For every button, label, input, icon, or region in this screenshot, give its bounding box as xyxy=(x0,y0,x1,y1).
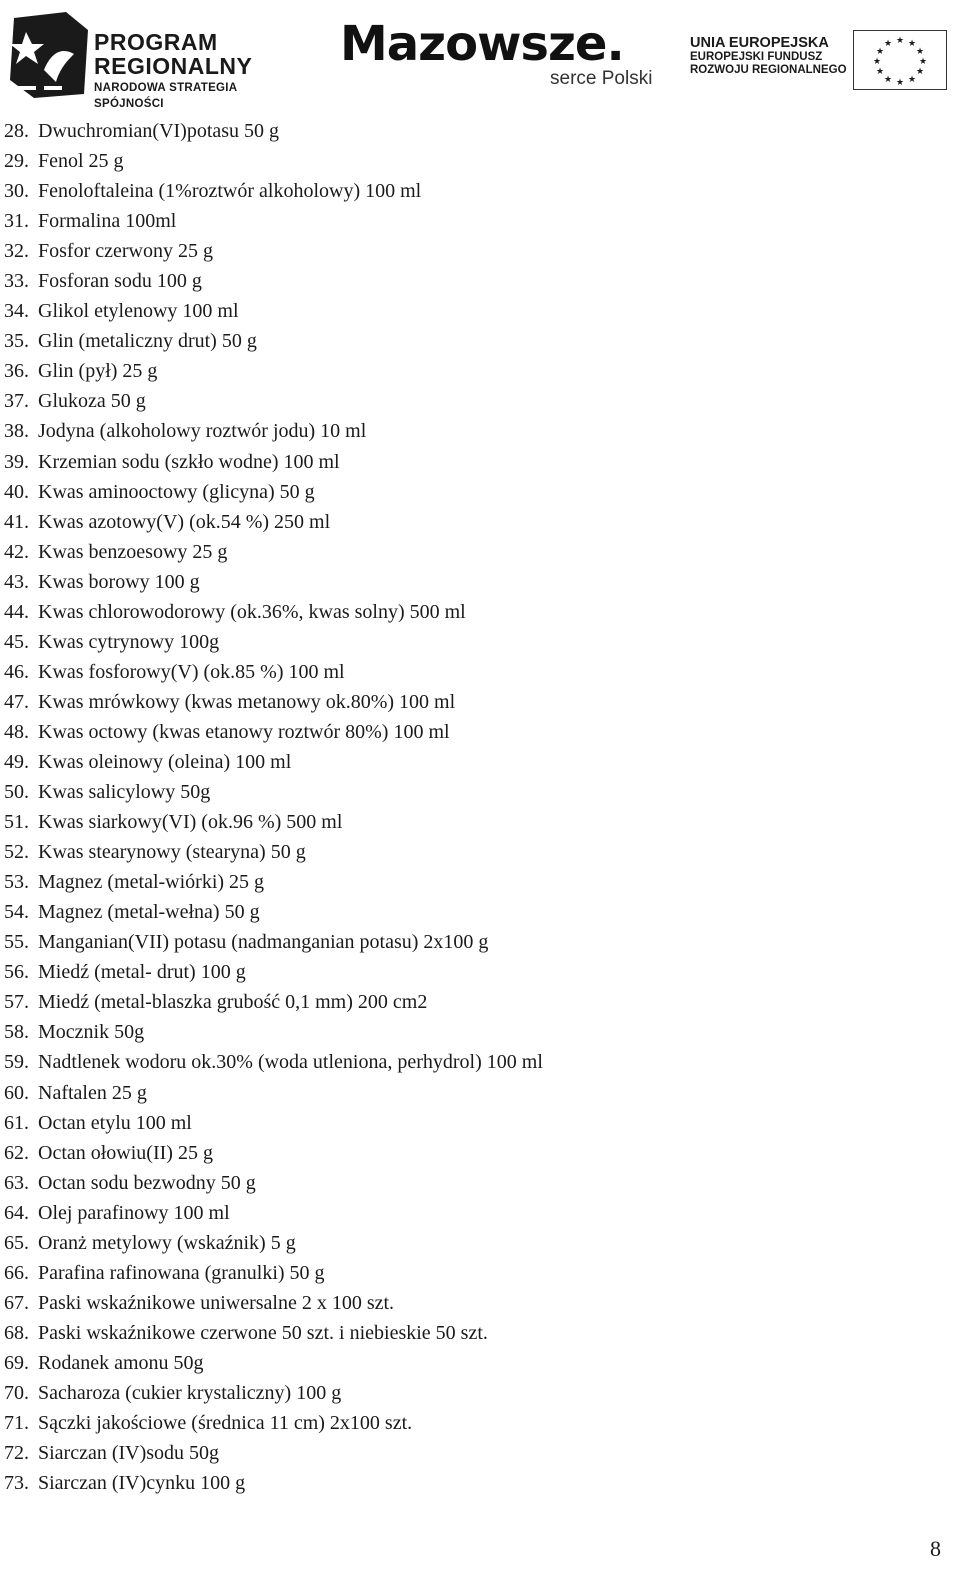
svg-text:★: ★ xyxy=(895,35,905,45)
list-item-number: 61. xyxy=(4,1111,29,1134)
list-item-number: 28. xyxy=(4,120,29,142)
list-item-text: Nadtlenek wodoru ok.30% (woda utleniona, perhydrol) 100 ml xyxy=(38,1051,543,1074)
list-item xyxy=(0,1468,543,1498)
list-item xyxy=(0,1168,543,1198)
list-item-text: Octan sodu bezwodny 50 g xyxy=(38,1171,256,1194)
list-item xyxy=(0,1318,543,1348)
list-item xyxy=(0,447,543,477)
list-item-text: Glukoza 50 g xyxy=(38,390,146,413)
eu-logo xyxy=(690,30,960,90)
list-item-number: 29. xyxy=(4,150,29,173)
list-item-text: Kwas salicylowy 50g xyxy=(38,781,211,804)
list-item-text: Kwas benzoesowy 25 g xyxy=(38,540,228,563)
list-item xyxy=(0,537,543,567)
svg-text:★: ★ xyxy=(895,77,905,87)
program-subtitle: NARODOWA STRATEGIA SPÓJNOŚCI xyxy=(94,82,237,110)
svg-text:★: ★ xyxy=(883,38,893,48)
list-item-text: Siarczan (IV)cynku 100 g xyxy=(38,1472,246,1495)
list-item-text: Kwas chlorowodorowy (ok.36%, kwas solny) 500 ml xyxy=(38,600,466,623)
list-item-number: 64. xyxy=(4,1201,29,1224)
list-item xyxy=(0,326,543,356)
list-item-text: Kwas siarkowy(VI) (ok.96 %) 500 ml xyxy=(38,811,343,834)
svg-text:★: ★ xyxy=(918,56,928,66)
list-item-number: 46. xyxy=(4,660,29,683)
list-item-text: Glikol etylenowy 100 ml xyxy=(38,300,239,323)
list-item-number: 38. xyxy=(4,420,29,443)
list-item xyxy=(0,477,543,507)
list-item-text: Kwas mrówkowy (kwas metanowy ok.80%) 100 ml xyxy=(38,690,456,713)
list-item xyxy=(0,807,543,837)
list-item-number: 67. xyxy=(4,1291,29,1314)
list-item xyxy=(0,717,543,747)
list-item xyxy=(0,627,543,657)
list-item-number: 44. xyxy=(4,600,29,623)
svg-text:★: ★ xyxy=(907,38,917,48)
list-item xyxy=(0,1378,543,1408)
list-item-text: Paski wskaźnikowe uniwersalne 2 x 100 szt. xyxy=(38,1291,395,1314)
list-item-text: Kwas azotowy(V) (ok.54 %) 250 ml xyxy=(38,510,331,533)
list-item-number: 60. xyxy=(4,1081,29,1104)
eu-line3: ROZWOJU REGIONALNEGO xyxy=(690,64,847,76)
list-item-text: Kwas oleinowy (oleina) 100 ml xyxy=(38,750,292,773)
list-item xyxy=(0,296,543,326)
list-item-number: 35. xyxy=(4,330,29,353)
list-item-text: Kwas aminooctowy (glicyna) 50 g xyxy=(38,480,315,503)
list-item-number: 62. xyxy=(4,1141,29,1164)
list-item xyxy=(0,386,543,416)
eu-flag-icon xyxy=(853,30,947,90)
list-item-text: Rodanek amonu 50g xyxy=(38,1351,204,1374)
page-header xyxy=(0,0,960,110)
program-title-line2: REGIONALNY xyxy=(94,53,253,79)
page-number: 8 xyxy=(930,1536,941,1561)
list-item xyxy=(0,987,543,1017)
list-item xyxy=(0,116,543,146)
list-item-text: Fenoloftaleina (1%roztwór alkoholowy) 100 ml xyxy=(38,180,422,203)
list-item-text: Manganian(VII) potasu (nadmanganian potasu) 2x100 g xyxy=(38,931,489,954)
list-item-text: Fosfor czerwony 25 g xyxy=(38,240,213,263)
list-item-text: Formalina 100ml xyxy=(38,210,177,233)
list-item-text: Fenol 25 g xyxy=(38,150,124,173)
list-item-number: 63. xyxy=(4,1171,29,1194)
list-item-text: Miedź (metal-blaszka grubość 0,1 mm) 200 cm2 xyxy=(38,991,428,1014)
mazowsze-wordmark: Mazowsze. xyxy=(340,16,624,72)
list-item-number: 49. xyxy=(4,750,29,773)
list-item xyxy=(0,897,543,927)
list-item-number: 72. xyxy=(4,1442,29,1465)
list-item-number: 30. xyxy=(4,180,29,203)
list-item xyxy=(0,146,543,176)
list-item-number: 37. xyxy=(4,390,29,413)
list-item xyxy=(0,1228,543,1258)
list-item xyxy=(0,1288,543,1318)
list-item-text: Kwas cytrynowy 100g xyxy=(38,630,220,653)
svg-text:★: ★ xyxy=(915,46,925,56)
list-item xyxy=(0,1108,543,1138)
list-item-text: Miedź (metal- drut) 100 g xyxy=(38,961,246,984)
list-item-text: Dwuchromian(VI)potasu 50 g xyxy=(38,120,280,142)
list-item-number: 32. xyxy=(4,240,29,263)
list-item-number: 56. xyxy=(4,961,29,984)
list-item-number: 45. xyxy=(4,630,29,653)
list-item-number: 31. xyxy=(4,210,29,233)
list-item xyxy=(0,1198,543,1228)
svg-text:★: ★ xyxy=(915,66,925,76)
list-item xyxy=(0,206,543,236)
list-item xyxy=(0,927,543,957)
eu-line2: EUROPEJSKI FUNDUSZ xyxy=(690,51,823,63)
mazowsze-logo xyxy=(340,18,660,98)
list-item-number: 41. xyxy=(4,510,29,533)
list-item xyxy=(0,567,543,597)
svg-text:★: ★ xyxy=(875,46,885,56)
list-item xyxy=(0,1408,543,1438)
svg-text:★: ★ xyxy=(883,74,893,84)
list-item-number: 34. xyxy=(4,300,29,323)
list-item-text: Krzemian sodu (szkło wodne) 100 ml xyxy=(38,450,340,473)
list-item-text: Jodyna (alkoholowy roztwór jodu) 10 ml xyxy=(38,420,367,443)
list-item-number: 68. xyxy=(4,1321,29,1344)
list-item-number: 65. xyxy=(4,1231,29,1254)
list-item-number: 54. xyxy=(4,901,29,924)
list-item-text: Parafina rafinowana (granulki) 50 g xyxy=(38,1261,325,1284)
list-item-text: Glin (pył) 25 g xyxy=(38,360,158,383)
list-item-number: 36. xyxy=(4,360,29,383)
list-item-number: 73. xyxy=(4,1472,29,1495)
list-item xyxy=(0,266,543,296)
program-regionalny-logo xyxy=(4,6,304,110)
list-item-text: Mocznik 50g xyxy=(38,1021,145,1044)
list-item xyxy=(0,747,543,777)
list-item xyxy=(0,236,543,266)
list-item xyxy=(0,176,543,206)
list-item xyxy=(0,1438,543,1468)
list-item xyxy=(0,867,543,897)
list-item-number: 50. xyxy=(4,781,29,804)
list-item-number: 57. xyxy=(4,991,29,1014)
list-item xyxy=(0,356,543,386)
list-item-text: Magnez (metal-wiórki) 25 g xyxy=(38,871,265,894)
program-title-line1: PROGRAM xyxy=(94,29,218,55)
list-item-number: 52. xyxy=(4,841,29,864)
list-item xyxy=(0,1078,543,1108)
list-item-number: 47. xyxy=(4,690,29,713)
list-item xyxy=(0,1138,543,1168)
list-item xyxy=(0,777,543,807)
list-item xyxy=(0,1348,543,1378)
list-item-number: 69. xyxy=(4,1351,29,1374)
list-item-number: 53. xyxy=(4,871,29,894)
list-item xyxy=(0,687,543,717)
list-item-number: 58. xyxy=(4,1021,29,1044)
svg-text:★: ★ xyxy=(872,56,882,66)
list-item-number: 40. xyxy=(4,480,29,503)
list-item xyxy=(0,837,543,867)
list-item-text: Naftalen 25 g xyxy=(38,1081,147,1104)
list-item-text: Kwas octowy (kwas etanowy roztwór 80%) 100 ml xyxy=(38,720,450,743)
list-item-number: 43. xyxy=(4,570,29,593)
eu-line1: UNIA EUROPEJSKA xyxy=(690,35,829,51)
list-item-number: 42. xyxy=(4,540,29,563)
list-item-number: 33. xyxy=(4,270,29,293)
list-item-number: 66. xyxy=(4,1261,29,1284)
svg-text:★: ★ xyxy=(907,74,917,84)
list-item-number: 39. xyxy=(4,450,29,473)
list-item-number: 70. xyxy=(4,1381,29,1404)
list-item xyxy=(0,597,543,627)
list-item-text: Fosforan sodu 100 g xyxy=(38,270,202,293)
list-item-text: Kwas stearynowy (stearyna) 50 g xyxy=(38,841,306,864)
list-item-number: 71. xyxy=(4,1412,29,1435)
list-item-text: Glin (metaliczny drut) 50 g xyxy=(38,330,257,353)
list-item xyxy=(0,957,543,987)
list-item xyxy=(0,1258,543,1288)
list-item-number: 51. xyxy=(4,811,29,834)
list-item-text: Octan etylu 100 ml xyxy=(38,1111,192,1134)
program-regionalny-emblem-icon xyxy=(4,10,90,100)
list-item xyxy=(0,507,543,537)
list-item-text: Octan ołowiu(II) 25 g xyxy=(38,1141,213,1164)
list-item-number: 55. xyxy=(4,931,29,954)
list-item-text: Olej parafinowy 100 ml xyxy=(38,1201,230,1224)
list-item-text: Kwas fosforowy(V) (ok.85 %) 100 ml xyxy=(38,660,345,683)
list-item xyxy=(0,1017,543,1047)
list-item xyxy=(0,416,543,446)
mazowsze-tagline: serce Polski xyxy=(550,68,653,89)
list-item xyxy=(0,1047,543,1077)
list-item-text: Oranż metylowy (wskaźnik) 5 g xyxy=(38,1231,296,1254)
list-item-text: Siarczan (IV)sodu 50g xyxy=(38,1442,220,1465)
list-item-text: Sacharoza (cukier krystaliczny) 100 g xyxy=(38,1381,342,1404)
chemicals-list xyxy=(0,116,543,1498)
list-item-text: Paski wskaźnikowe czerwone 50 szt. i niebieskie 50 szt. xyxy=(38,1321,488,1344)
svg-text:★: ★ xyxy=(875,66,885,76)
list-item xyxy=(0,657,543,687)
list-item-text: Kwas borowy 100 g xyxy=(38,570,200,593)
list-item-number: 59. xyxy=(4,1051,29,1074)
list-item-number: 48. xyxy=(4,720,29,743)
list-item-text: Sączki jakościowe (średnica 11 cm) 2x100 szt. xyxy=(38,1412,413,1435)
list-item-text: Magnez (metal-wełna) 50 g xyxy=(38,901,260,924)
